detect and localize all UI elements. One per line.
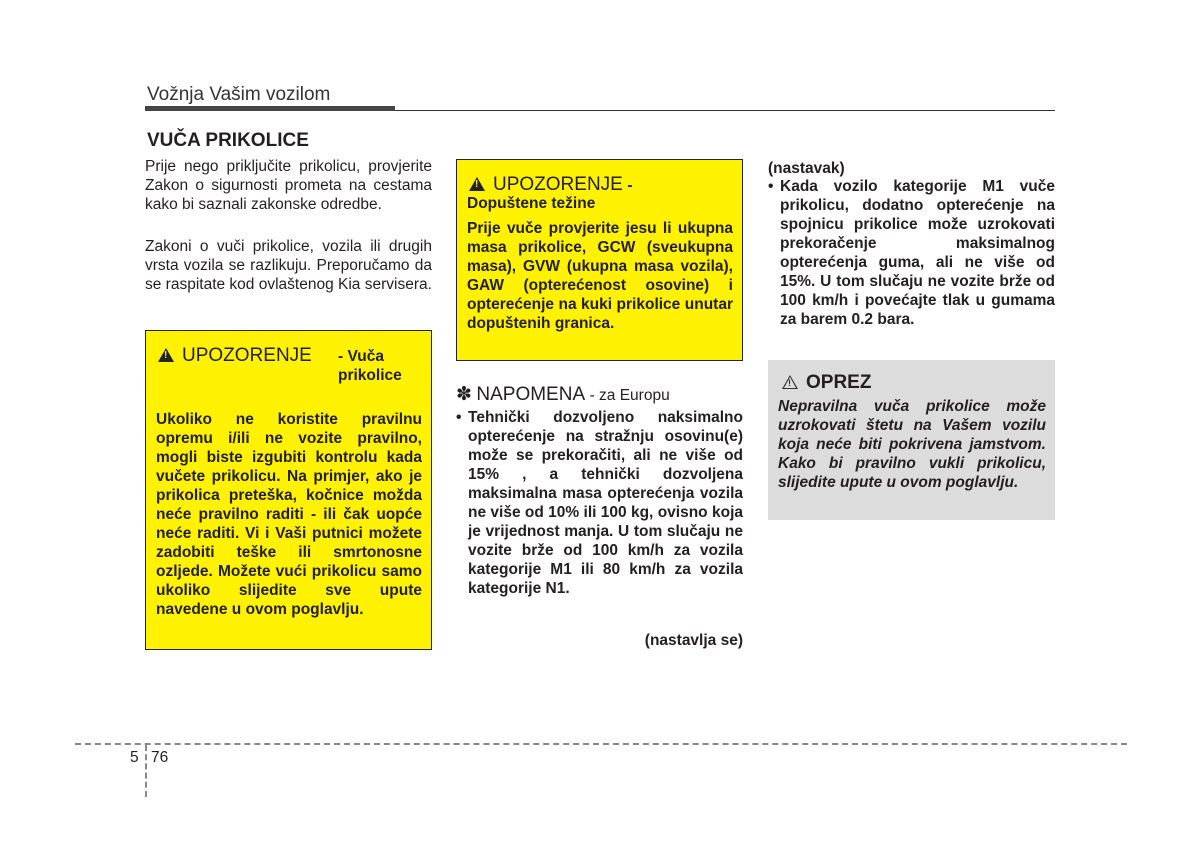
header-rule-accent xyxy=(145,106,395,111)
warning-label: UPOZORENJE xyxy=(493,174,623,195)
warning-text: Ukoliko ne koristite pravilnu opremu i/ili ne vozite pravilno, mogli biste izgubiti kontrolu kada vučete prikolicu. Na primjer, ako je prikolica preteška, kočnice možda neće pravilno raditi - ili čak uopće neće raditi. Vi i Vaši putnici možete zadobiti teške ili smrtonosne ozljede. Možete vući prikolicu samo ukoliko slijedite sve upute navedene u ovom poglavlju. xyxy=(156,411,422,618)
laws-paragraph: Zakoni o vuči prikolice, vozila ili drugih vrsta vozila se razlikuju. Preporučamo da se raspitate kod ovlaštenog Kia servisera. xyxy=(145,238,432,293)
warning-label: UPOZORENJE xyxy=(182,345,312,366)
warning-subtitle: Dopuštene težine xyxy=(467,195,596,212)
warning-subtitle: - Vuča prikolice xyxy=(338,348,402,384)
note-bullet: • Tehnički dozvoljeno naksimalno opterećenje na stražnju osovinu(e) može se prekoračiti, ali ne više od 15% , a tehnički dozvoljena maksimalna masa opterećenja vozila ne više od 10% ili 100 kg, ovisno koja je vrijednost manja. U tom slučaju ne vozite brže od 100 km/h za vozila kategorije M1 ili 80 km/h za vozila kategorije N1. xyxy=(456,409,743,597)
warning-box-weights xyxy=(456,159,743,361)
chapter-number: 5 xyxy=(130,749,139,766)
page-number: 76 xyxy=(151,749,169,766)
caution-label: OPREZ xyxy=(806,372,872,393)
warning-text: Prije vuče provjerite jesu li ukupna masa prikolice, GCW (sveukupna masa), GVW (ukupna masa vozila), GAW (opterećenost osovine) i opterećenje na kuki prikolice unutar dopuštenih granica. xyxy=(467,220,733,332)
warning-dash: - xyxy=(627,177,633,194)
continuation-bullet: • Kada vozilo kategorije M1 vuče prikolicu, dodatno opterećenje na spojnicu prikolice može uzrokovati prekoračenje maksimalnog opterećenja guma, ali ne više od 15%. U tom slučaju ne vozite brže od 100 km/h i povećajte tlak u gumama za barem 0.2 bara. xyxy=(768,178,1055,328)
continuation-bullet-text: Kada vozilo kategorije M1 vuče prikolicu, dodatno opterećenje na spojnicu prikolice može uzrokovati prekoračenje maksimalnog opterećenja guma, ali ne više od 15%. U tom slučaju ne vozite brže od 100 km/h i povećajte tlak u gumama za barem 0.2 bara. xyxy=(780,178,1055,328)
note-label: NAPOMENA xyxy=(476,384,586,405)
note-bullet-text: Tehnički dozvoljeno naksimalno opterećenje na stražnju osovinu(e) može se prekoračiti, ali ne više od 15% , a tehnički dozvoljena maksimalna masa opterećenja vozila ne više od 10% ili 100 kg, ovisno koja je vrijednost manja. U tom slučaju ne vozite brže od 100 km/h za vozila kategorije M1 ili 80 km/h za vozila kategorije N1. xyxy=(468,409,743,597)
continuation-label: (nastavak) xyxy=(768,160,845,177)
note-asterisk-icon: ✽ xyxy=(456,384,472,405)
section-title: VUČA PRIKOLICE xyxy=(147,130,309,151)
note-subtitle: - za Europu xyxy=(589,387,670,404)
continued-label: (nastavlja se) xyxy=(644,632,743,649)
footer-divider xyxy=(75,743,1127,745)
warning-triangle-icon xyxy=(158,348,174,362)
page-header-title: Vožnja Vašim vozilom xyxy=(147,84,331,105)
intro-paragraph: Prije nego priključite prikolicu, provjerite Zakon o sigurnosti prometa na cestama kako bi saznali zakonske odredbe. xyxy=(145,158,432,213)
warning-triangle-icon xyxy=(469,177,485,191)
note-heading xyxy=(456,383,743,406)
footer-vertical-divider xyxy=(145,745,147,797)
caution-box xyxy=(768,360,1055,520)
caution-triangle-icon xyxy=(782,375,798,389)
caution-text: Nepravilna vuča prikolice može uzrokovati štetu na Vašem vozilu koja neće biti pokrivena jamstvom. Kako bi pravilno vukli prikolicu, slijedite upute u ovom poglavlju. xyxy=(778,398,1046,491)
warning-box-towing xyxy=(145,330,432,650)
